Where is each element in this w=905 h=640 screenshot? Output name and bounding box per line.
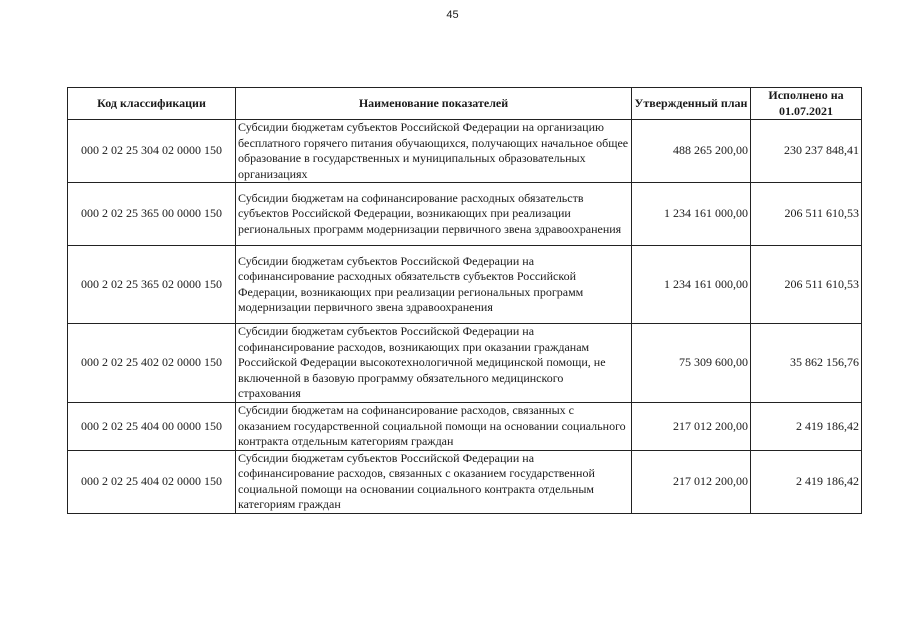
table-row (68, 246, 862, 324)
classification-code: 000 2 02 25 304 02 0000 150 (68, 120, 236, 183)
classification-code: 000 2 02 25 404 00 0000 150 (68, 403, 236, 451)
header-name: Наименование показателей (236, 88, 632, 120)
plan-amount: 217 012 200,00 (632, 450, 751, 513)
indicator-name: Субсидии бюджетам субъектов Российской Федерации на софинансирование расходов, возникающих при оказании гражданам Российской Федерации высокотехнологичной медицинской помощи, не включенной в базовую программу обязательного медицинского страхования (236, 324, 632, 403)
header-plan: Утвержденный план (632, 88, 751, 120)
executed-amount: 35 862 156,76 (751, 324, 862, 403)
header-executed: Исполнено на 01.07.2021 (751, 88, 862, 120)
indicator-name: Субсидии бюджетам субъектов Российской Федерации на софинансирование расходных обязательств субъектов Российской Федерации, возникающих при реализации региональных программ модернизации первичного звена здравоохранения (236, 246, 632, 324)
page-number: 45 (446, 9, 459, 21)
header-code: Код классификации (68, 88, 236, 120)
executed-amount: 206 511 610,53 (751, 183, 862, 246)
executed-amount: 2 419 186,42 (751, 450, 862, 513)
table-row (68, 120, 862, 183)
plan-amount: 1 234 161 000,00 (632, 246, 751, 324)
classification-code: 000 2 02 25 404 02 0000 150 (68, 450, 236, 513)
budget-table (67, 87, 862, 514)
executed-amount: 230 237 848,41 (751, 120, 862, 183)
table-header-row (68, 88, 862, 120)
indicator-name: Субсидии бюджетам на софинансирование расходных обязательств субъектов Российской Федерации, возникающих при реализации региональных программ модернизации первичного звена здравоохранения (236, 183, 632, 246)
indicator-name: Субсидии бюджетам субъектов Российской Федерации на софинансирование расходов, связанных с оказанием государственной социальной помощи на основании социального контракта отдельным категориям граждан (236, 450, 632, 513)
table-row (68, 324, 862, 403)
executed-amount: 206 511 610,53 (751, 246, 862, 324)
executed-amount: 2 419 186,42 (751, 403, 862, 451)
plan-amount: 217 012 200,00 (632, 403, 751, 451)
table-row (68, 183, 862, 246)
indicator-name: Субсидии бюджетам на софинансирование расходов, связанных с оказанием государственной социальной помощи на основании социального контракта отдельным категориям граждан (236, 403, 632, 451)
classification-code: 000 2 02 25 402 02 0000 150 (68, 324, 236, 403)
classification-code: 000 2 02 25 365 02 0000 150 (68, 246, 236, 324)
indicator-name: Субсидии бюджетам субъектов Российской Федерации на организацию бесплатного горячего питания обучающихся, получающих начальное общее образование в государственных и муниципальных образовательных организациях (236, 120, 632, 183)
table-row (68, 450, 862, 513)
table-row (68, 403, 862, 451)
classification-code: 000 2 02 25 365 00 0000 150 (68, 183, 236, 246)
plan-amount: 1 234 161 000,00 (632, 183, 751, 246)
plan-amount: 75 309 600,00 (632, 324, 751, 403)
plan-amount: 488 265 200,00 (632, 120, 751, 183)
